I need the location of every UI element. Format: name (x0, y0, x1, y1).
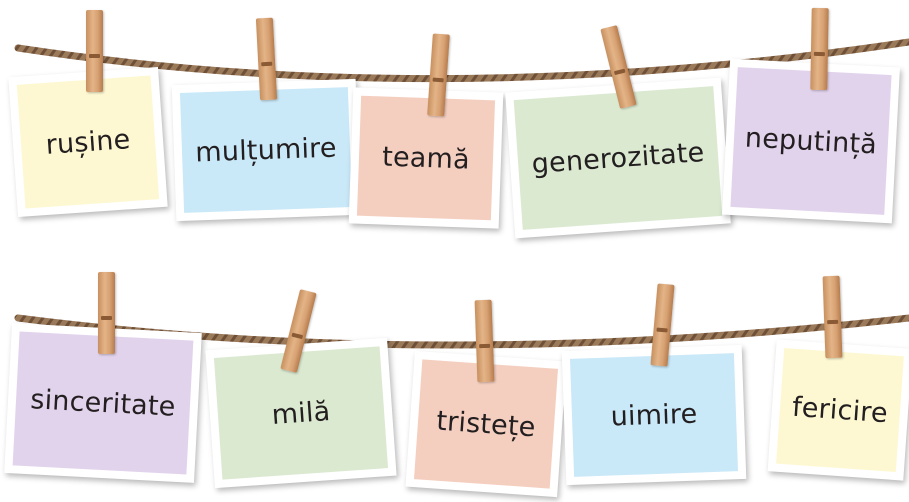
emotion-word: teamă (381, 140, 471, 176)
emotion-card-fill (570, 353, 738, 477)
emotion-card-fill (514, 86, 723, 230)
emotion-card-fill (180, 87, 352, 213)
emotion-card (349, 87, 504, 228)
emotion-card (768, 339, 909, 480)
clothespin-icon (86, 10, 103, 92)
clothespin-icon (823, 276, 843, 359)
emotion-word: mulțumire (194, 132, 338, 168)
emotion-word: generozitate (530, 136, 706, 180)
clothespin-icon (98, 272, 115, 354)
emotion-card (205, 338, 396, 488)
clothespin-icon (256, 18, 277, 101)
emotion-card-fill (214, 346, 388, 479)
emotion-word: milă (270, 395, 332, 431)
emotion-card-fill (776, 348, 904, 472)
emotion-word: rușine (44, 123, 132, 161)
emotion-word: sinceritate (29, 383, 177, 423)
emotion-card-fill (17, 75, 159, 208)
emotion-card (562, 345, 747, 485)
emotion-word: uimire (610, 397, 698, 433)
clothespin-icon (475, 300, 495, 383)
emotion-card (172, 79, 361, 221)
emotion-word: fericire (791, 391, 889, 429)
emotion-word: tristețe (435, 405, 537, 443)
clothespin-icon (810, 8, 828, 90)
emotion-word: neputință (744, 122, 878, 160)
emotion-card-fill (357, 96, 495, 221)
